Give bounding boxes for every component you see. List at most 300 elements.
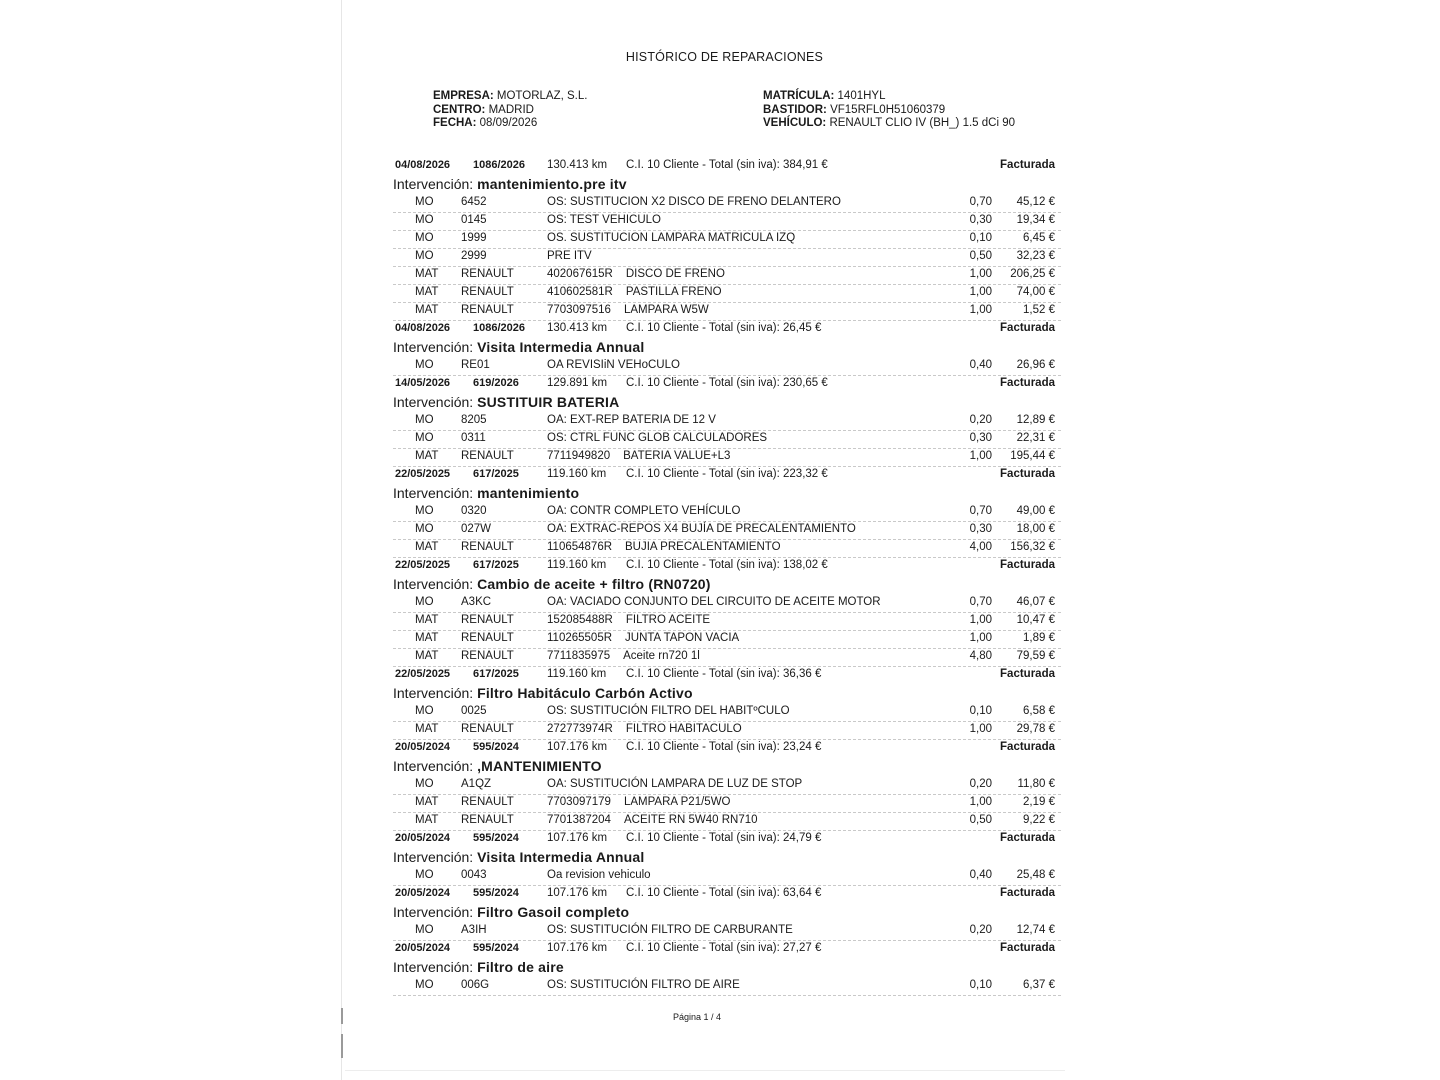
line-part-name: Aceite rn720 1l bbox=[623, 650, 700, 662]
line-amount: 74,00 € bbox=[1016, 286, 1055, 298]
line-quantity: 1,00 bbox=[969, 450, 992, 462]
line-part-name: FILTRO HABITACULO bbox=[625, 723, 742, 735]
line-code: 006G bbox=[461, 979, 490, 991]
status-label: Facturada bbox=[1000, 159, 1055, 171]
line-description bbox=[547, 505, 740, 517]
line-quantity: 0,20 bbox=[969, 414, 992, 426]
line-reference: 7703097179 bbox=[547, 796, 611, 808]
line-quantity: 0,50 bbox=[969, 814, 992, 826]
line-item bbox=[393, 868, 1061, 886]
invoice-number: 595/2024 bbox=[473, 942, 519, 954]
invoice-date: 20/05/2024 bbox=[395, 942, 451, 954]
line-type: MO bbox=[415, 979, 434, 991]
line-reference: 7711835975 bbox=[547, 650, 611, 662]
mileage: 107.176 km bbox=[547, 741, 608, 753]
line-amount: 12,89 € bbox=[1016, 414, 1055, 426]
line-code: A3IH bbox=[461, 924, 487, 936]
line-description bbox=[547, 450, 730, 462]
invoice-summary: C.I. 10 Cliente - Total (sin iva): 26,45 € bbox=[626, 322, 822, 334]
invoice-summary: C.I. 10 Cliente - Total (sin iva): 24,79 € bbox=[626, 832, 822, 844]
line-reference: PRE ITV bbox=[547, 250, 592, 262]
line-quantity: 1,00 bbox=[969, 723, 992, 735]
status-label: Facturada bbox=[1000, 377, 1055, 389]
line-code: RE01 bbox=[461, 359, 490, 371]
line-type: MO bbox=[415, 869, 434, 881]
line-description bbox=[547, 232, 795, 244]
invoice-number: 619/2026 bbox=[473, 377, 519, 389]
invoice-summary: C.I. 10 Cliente - Total (sin iva): 23,24 € bbox=[626, 741, 822, 753]
mileage: 130.413 km bbox=[547, 159, 608, 171]
document-page bbox=[393, 50, 1061, 1022]
line-part-name: PASTILLA FRENO bbox=[625, 286, 722, 298]
invoice-summary: C.I. 10 Cliente - Total (sin iva): 230,65 € bbox=[626, 377, 828, 389]
line-amount: 11,80 € bbox=[1017, 778, 1055, 790]
line-quantity: 0,40 bbox=[969, 869, 992, 881]
line-item bbox=[393, 449, 1061, 467]
intervention-label: Intervención: bbox=[393, 576, 474, 592]
line-item bbox=[393, 358, 1061, 376]
invoice-date: 22/05/2025 bbox=[395, 468, 451, 480]
invoice-number: 595/2024 bbox=[473, 832, 519, 844]
intervention-heading bbox=[393, 684, 1061, 704]
invoice-row bbox=[393, 558, 1061, 575]
invoice-summary: C.I. 10 Cliente - Total (sin iva): 138,02 € bbox=[626, 559, 828, 571]
center-value: MADRID bbox=[488, 103, 534, 116]
invoice-date: 04/08/2026 bbox=[395, 322, 451, 334]
line-code: 0043 bbox=[461, 869, 487, 881]
vehicle-label: VEHÍCULO: bbox=[763, 117, 827, 129]
line-part-name: LAMPARA P21/5WO bbox=[623, 796, 731, 808]
line-amount: 1,89 € bbox=[1023, 632, 1055, 644]
line-description bbox=[547, 723, 742, 735]
line-part-name: BUJIA PRECALENTAMIENTO bbox=[625, 541, 781, 553]
line-description bbox=[547, 814, 758, 826]
scan-edge bbox=[341, 0, 342, 1080]
line-item bbox=[393, 231, 1061, 249]
intervention-heading bbox=[393, 575, 1061, 595]
vehicle-row bbox=[763, 117, 1015, 131]
plate-label: MATRÍCULA: bbox=[763, 90, 835, 102]
invoice-number: 1086/2026 bbox=[473, 159, 525, 171]
line-quantity: 0,20 bbox=[969, 924, 992, 936]
line-item bbox=[393, 504, 1061, 522]
intervention-label: Intervención: bbox=[393, 339, 474, 355]
date-value: 08/09/2026 bbox=[479, 117, 538, 129]
line-type: MAT bbox=[415, 304, 439, 316]
invoice-row bbox=[393, 467, 1061, 484]
invoice-summary: C.I. 10 Cliente - Total (sin iva): 27,27 € bbox=[626, 942, 822, 954]
intervention-heading bbox=[393, 958, 1061, 978]
line-description bbox=[547, 705, 790, 717]
status-label: Facturada bbox=[1000, 741, 1055, 753]
status-label: Facturada bbox=[1000, 559, 1055, 571]
line-quantity: 1,00 bbox=[969, 304, 992, 316]
line-amount: 156,32 € bbox=[1010, 541, 1055, 553]
line-quantity: 1,00 bbox=[969, 614, 992, 626]
company-row bbox=[433, 90, 587, 104]
intervention-heading bbox=[393, 338, 1061, 358]
line-item bbox=[393, 631, 1061, 649]
document-title: HISTÓRICO DE REPARACIONES bbox=[625, 50, 824, 64]
mileage: 119.160 km bbox=[547, 468, 607, 480]
line-description bbox=[547, 632, 739, 644]
line-type: MO bbox=[415, 924, 434, 936]
line-code: RENAULT bbox=[461, 614, 514, 626]
line-description bbox=[547, 359, 680, 371]
line-type: MO bbox=[415, 214, 434, 226]
intervention-label: Intervención: bbox=[393, 959, 474, 975]
line-code: RENAULT bbox=[461, 304, 514, 316]
company-value: MOTORLAZ, S.L. bbox=[496, 90, 588, 102]
line-reference: 110654876R bbox=[547, 541, 613, 553]
line-item bbox=[393, 522, 1061, 540]
line-item bbox=[393, 777, 1061, 795]
line-item bbox=[393, 722, 1061, 740]
line-part-name: FILTRO ACEITE bbox=[625, 614, 711, 626]
invoice-number: 595/2024 bbox=[473, 741, 519, 753]
line-amount: 195,44 € bbox=[1010, 450, 1055, 462]
line-quantity: 0,40 bbox=[969, 359, 992, 371]
line-code: 1999 bbox=[461, 232, 487, 244]
line-reference: OS. SUSTITUCION LAMPARA MATRICULA IZQ bbox=[547, 232, 796, 244]
line-type: MAT bbox=[415, 814, 439, 826]
line-item bbox=[393, 540, 1061, 558]
line-part-name: DISCO DE FRENO bbox=[625, 268, 725, 280]
invoice-row bbox=[393, 886, 1061, 903]
line-quantity: 0,70 bbox=[969, 196, 992, 208]
line-type: MO bbox=[415, 414, 434, 426]
line-quantity: 0,30 bbox=[969, 214, 992, 226]
vin-row bbox=[763, 104, 1015, 118]
invoice-summary: C.I. 10 Cliente - Total (sin iva): 36,36 € bbox=[626, 668, 822, 680]
line-reference: 410602581R bbox=[547, 286, 613, 298]
line-amount: 12,74 € bbox=[1016, 924, 1055, 936]
intervention-name: Filtro Gasoil completo bbox=[477, 904, 630, 920]
invoice-summary: C.I. 10 Cliente - Total (sin iva): 63,64 € bbox=[626, 887, 822, 899]
intervention-heading bbox=[393, 903, 1061, 923]
line-code: 6452 bbox=[461, 196, 487, 208]
line-amount: 2,19 € bbox=[1023, 796, 1055, 808]
line-type: MO bbox=[415, 359, 434, 371]
intervention-heading bbox=[393, 393, 1061, 413]
intervention-name: Visita Intermedia Annual bbox=[477, 849, 645, 865]
line-quantity: 4,80 bbox=[969, 650, 992, 662]
line-code: 2999 bbox=[461, 250, 487, 262]
line-item bbox=[393, 978, 1061, 996]
line-amount: 49,00 € bbox=[1016, 505, 1055, 517]
intervention-heading bbox=[393, 175, 1061, 195]
intervention-name: SUSTITUIR BATERIA bbox=[477, 394, 620, 410]
line-description bbox=[547, 924, 793, 936]
document-header bbox=[393, 90, 1061, 148]
line-code: 8205 bbox=[461, 414, 487, 426]
intervention-name: Cambio de aceite + filtro (RN0720) bbox=[477, 576, 711, 592]
invoice-date: 22/05/2025 bbox=[395, 668, 451, 680]
line-description bbox=[547, 650, 700, 662]
intervention-name: Filtro Habitáculo Carbón Activo bbox=[477, 685, 693, 701]
line-description bbox=[547, 196, 841, 208]
line-item bbox=[393, 431, 1061, 449]
line-item bbox=[393, 249, 1061, 267]
line-reference: 402067615R bbox=[547, 268, 613, 280]
line-reference: 7711949820 bbox=[547, 450, 611, 462]
line-item bbox=[393, 213, 1061, 231]
intervention-name: Filtro de aire bbox=[477, 959, 564, 975]
mileage: 119.160 km bbox=[547, 668, 607, 680]
line-item bbox=[393, 704, 1061, 722]
line-description bbox=[547, 796, 731, 808]
line-reference: OA REVISIiN VEHoCULO bbox=[547, 359, 680, 371]
line-code: RENAULT bbox=[461, 723, 514, 735]
line-code: RENAULT bbox=[461, 286, 514, 298]
intervention-heading bbox=[393, 848, 1061, 868]
line-item bbox=[393, 303, 1061, 321]
intervention-label: Intervención: bbox=[393, 904, 474, 920]
line-description bbox=[547, 778, 802, 790]
line-amount: 6,58 € bbox=[1023, 705, 1055, 717]
line-code: 027W bbox=[461, 523, 492, 535]
line-item bbox=[393, 813, 1061, 831]
line-quantity: 4,00 bbox=[969, 541, 992, 553]
line-amount: 46,07 € bbox=[1016, 596, 1055, 608]
line-type: MAT bbox=[415, 450, 439, 462]
line-description bbox=[547, 979, 740, 991]
vehicle-value: RENAULT CLIO IV (BH_) 1.5 dCi 90 bbox=[829, 117, 1016, 129]
status-label: Facturada bbox=[1000, 468, 1055, 480]
line-description bbox=[547, 304, 709, 316]
line-type: MAT bbox=[415, 632, 439, 644]
invoice-row bbox=[393, 667, 1061, 684]
plate-row bbox=[763, 90, 1015, 104]
intervention-name: ,MANTENIMIENTO bbox=[477, 758, 602, 774]
line-description bbox=[547, 523, 856, 535]
line-code: RENAULT bbox=[461, 796, 514, 808]
line-item bbox=[393, 649, 1061, 667]
line-quantity: 1,00 bbox=[969, 796, 992, 808]
line-amount: 18,00 € bbox=[1016, 523, 1055, 535]
line-description bbox=[547, 596, 881, 608]
company-label: EMPRESA: bbox=[433, 90, 494, 102]
line-amount: 1,52 € bbox=[1023, 304, 1055, 316]
line-amount: 26,96 € bbox=[1016, 359, 1055, 371]
line-amount: 79,59 € bbox=[1016, 650, 1055, 662]
line-type: MO bbox=[415, 596, 434, 608]
plate-value: 1401HYL bbox=[837, 90, 886, 102]
invoice-number: 617/2025 bbox=[473, 468, 519, 480]
line-description bbox=[547, 432, 767, 444]
line-amount: 10,47 € bbox=[1016, 614, 1055, 626]
invoice-number: 1086/2026 bbox=[473, 322, 525, 334]
line-amount: 25,48 € bbox=[1016, 869, 1055, 881]
invoice-row bbox=[393, 740, 1061, 757]
line-quantity: 1,00 bbox=[969, 286, 992, 298]
line-reference: OS: SUSTITUCION X2 DISCO DE FRENO DELANTERO bbox=[547, 196, 841, 208]
intervention-label: Intervención: bbox=[393, 758, 474, 774]
scan-mark bbox=[341, 1034, 343, 1058]
line-code: RENAULT bbox=[461, 650, 514, 662]
vin-value: VF15RFL0H51060379 bbox=[830, 103, 946, 116]
line-description bbox=[547, 214, 661, 226]
intervention-label: Intervención: bbox=[393, 685, 474, 701]
line-type: MO bbox=[415, 705, 434, 717]
intervention-name: mantenimiento bbox=[477, 485, 580, 501]
line-type: MO bbox=[415, 432, 434, 444]
line-type: MAT bbox=[415, 650, 439, 662]
company-info bbox=[433, 90, 587, 131]
line-item bbox=[393, 285, 1061, 303]
line-reference: OS: CTRL FUNC GLOB CALCULADORES bbox=[547, 432, 768, 444]
line-amount: 206,25 € bbox=[1010, 268, 1055, 280]
line-type: MO bbox=[415, 505, 434, 517]
scan-bottom-edge bbox=[345, 1070, 1065, 1071]
line-reference: 7703097516 bbox=[547, 304, 611, 316]
line-description bbox=[547, 541, 781, 553]
intervention-name: Visita Intermedia Annual bbox=[477, 339, 645, 355]
line-item bbox=[393, 923, 1061, 941]
line-type: MAT bbox=[415, 268, 439, 280]
line-reference: OA: VACIADO CONJUNTO DEL CIRCUITO DE ACEITE MOTOR bbox=[547, 596, 881, 608]
line-quantity: 0,10 bbox=[969, 232, 992, 244]
intervention-label: Intervención: bbox=[393, 394, 474, 410]
invoice-date: 20/05/2024 bbox=[395, 887, 451, 899]
line-reference: OA: EXTRAC-REPOS X4 BUJÍA DE PRECALENTAMIENTO bbox=[547, 523, 856, 535]
line-type: MAT bbox=[415, 723, 439, 735]
invoice-row bbox=[393, 321, 1061, 338]
line-code: 0025 bbox=[461, 705, 487, 717]
line-type: MO bbox=[415, 778, 434, 790]
invoice-row bbox=[393, 831, 1061, 848]
line-type: MO bbox=[415, 250, 434, 262]
line-item bbox=[393, 613, 1061, 631]
intervention-heading bbox=[393, 757, 1061, 777]
invoice-number: 595/2024 bbox=[473, 887, 519, 899]
line-code: A3KC bbox=[461, 596, 492, 608]
invoice-date: 22/05/2025 bbox=[395, 559, 451, 571]
invoice-date: 14/05/2026 bbox=[395, 377, 451, 389]
line-code: A1QZ bbox=[461, 778, 492, 790]
status-label: Facturada bbox=[1000, 887, 1055, 899]
line-amount: 6,37 € bbox=[1023, 979, 1055, 991]
repair-records bbox=[393, 158, 1061, 996]
status-label: Facturada bbox=[1000, 322, 1055, 334]
line-type: MAT bbox=[415, 541, 439, 553]
vehicle-info bbox=[763, 90, 1015, 131]
line-code: 0311 bbox=[461, 432, 486, 444]
line-part-name: BATERIA VALUE+L3 bbox=[623, 450, 731, 462]
line-reference: OA: SUSTITUCIÓN LAMPARA DE LUZ DE STOP bbox=[547, 778, 803, 790]
line-reference: OS: TEST VEHICULO bbox=[547, 214, 661, 226]
line-amount: 9,22 € bbox=[1023, 814, 1055, 826]
line-item bbox=[393, 195, 1061, 213]
invoice-number: 617/2025 bbox=[473, 559, 519, 571]
line-description bbox=[547, 414, 716, 426]
line-code: RENAULT bbox=[461, 814, 514, 826]
line-reference: OS: SUSTITUCIÓN FILTRO DE AIRE bbox=[547, 979, 740, 991]
invoice-date: 04/08/2026 bbox=[395, 159, 451, 171]
invoice-summary: C.I. 10 Cliente - Total (sin iva): 223,32 € bbox=[626, 468, 828, 480]
date-row bbox=[433, 117, 587, 131]
mileage: 130.413 km bbox=[547, 322, 608, 334]
intervention-label: Intervención: bbox=[393, 485, 474, 501]
line-reference: 110265505R bbox=[547, 632, 613, 644]
line-code: 0145 bbox=[461, 214, 487, 226]
invoice-row bbox=[393, 376, 1061, 393]
line-quantity: 0,70 bbox=[969, 505, 992, 517]
line-reference: 7701387204 bbox=[547, 814, 611, 826]
mileage: 107.176 km bbox=[547, 832, 608, 844]
line-code: RENAULT bbox=[461, 541, 514, 553]
line-reference: OA: CONTR COMPLETO VEHÍCULO bbox=[547, 505, 741, 517]
mileage: 107.176 km bbox=[547, 887, 608, 899]
intervention-label: Intervención: bbox=[393, 176, 474, 192]
intervention-heading bbox=[393, 484, 1061, 504]
mileage: 119.160 km bbox=[547, 559, 607, 571]
status-label: Facturada bbox=[1000, 668, 1055, 680]
center-label: CENTRO: bbox=[433, 103, 486, 116]
intervention-label: Intervención: bbox=[393, 849, 474, 865]
scan-mark bbox=[341, 1008, 343, 1024]
line-description bbox=[547, 268, 725, 280]
invoice-date: 20/05/2024 bbox=[395, 832, 451, 844]
line-amount: 45,12 € bbox=[1016, 196, 1055, 208]
line-quantity: 0,10 bbox=[969, 979, 992, 991]
line-part-name: LAMPARA W5W bbox=[623, 304, 709, 316]
invoice-row bbox=[393, 941, 1061, 958]
line-quantity: 0,30 bbox=[969, 523, 992, 535]
intervention-name: mantenimiento.pre itv bbox=[477, 176, 627, 192]
center-row bbox=[433, 104, 587, 118]
line-part-name: JUNTA TAPON VACIA bbox=[625, 632, 740, 644]
line-quantity: 0,10 bbox=[969, 705, 992, 717]
line-quantity: 0,70 bbox=[969, 596, 992, 608]
line-type: MAT bbox=[415, 614, 439, 626]
invoice-date: 20/05/2024 bbox=[395, 741, 451, 753]
line-reference: OA: EXT-REP BATERIA DE 12 V bbox=[547, 414, 716, 426]
line-type: MAT bbox=[415, 796, 439, 808]
invoice-row bbox=[393, 158, 1061, 175]
status-label: Facturada bbox=[1000, 832, 1055, 844]
line-item bbox=[393, 595, 1061, 613]
line-amount: 32,23 € bbox=[1016, 250, 1055, 262]
mileage: 129.891 km bbox=[547, 377, 608, 389]
line-description bbox=[547, 286, 722, 298]
line-reference: 272773974R bbox=[547, 723, 613, 735]
line-code: RENAULT bbox=[461, 632, 514, 644]
invoice-number: 617/2025 bbox=[473, 668, 519, 680]
line-reference: Oa revision vehiculo bbox=[547, 869, 651, 881]
line-quantity: 1,00 bbox=[969, 632, 992, 644]
line-type: MO bbox=[415, 523, 434, 535]
line-type: MO bbox=[415, 196, 434, 208]
line-quantity: 0,30 bbox=[969, 432, 992, 444]
line-code: 0320 bbox=[461, 505, 487, 517]
status-label: Facturada bbox=[1000, 942, 1055, 954]
line-reference: 152085488R bbox=[547, 614, 613, 626]
line-reference: OS: SUSTITUCIÓN FILTRO DE CARBURANTE bbox=[547, 924, 793, 936]
line-quantity: 0,20 bbox=[969, 778, 992, 790]
line-amount: 19,34 € bbox=[1016, 214, 1055, 226]
page-number: Página 1 / 4 bbox=[672, 1012, 722, 1022]
line-item bbox=[393, 413, 1061, 431]
line-item bbox=[393, 267, 1061, 285]
vin-label: BASTIDOR: bbox=[763, 103, 827, 116]
line-quantity: 0,50 bbox=[969, 250, 992, 262]
line-type: MAT bbox=[415, 286, 439, 298]
invoice-summary: C.I. 10 Cliente - Total (sin iva): 384,91 € bbox=[626, 159, 828, 171]
line-type: MO bbox=[415, 232, 434, 244]
line-reference: OS: SUSTITUCIÓN FILTRO DEL HABITºCULO bbox=[547, 705, 790, 717]
line-description bbox=[547, 614, 710, 626]
